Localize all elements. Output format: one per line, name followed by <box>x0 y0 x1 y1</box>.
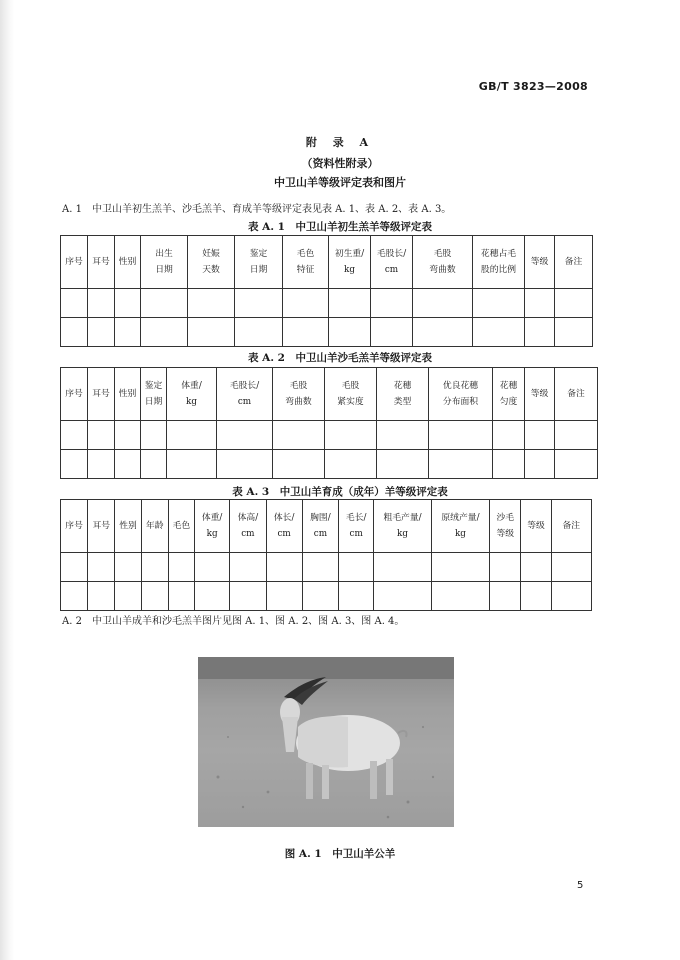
header-cell: 妊娠 天数 <box>188 236 235 289</box>
header-cell: 耳号 <box>88 500 115 553</box>
appendix-title: 附 录 A <box>305 136 375 149</box>
table-a2-caption: 表 A. 2 中卫山羊沙毛羔羊等级评定表 <box>248 352 432 364</box>
header-cell: 初生重/ kg <box>329 236 371 289</box>
header-cell: 毛长/ cm <box>339 500 374 553</box>
standard-code: GB/T 3823—2008 <box>478 80 588 93</box>
header-cell: 备注 <box>555 236 593 289</box>
table-header-row <box>61 368 598 421</box>
header-cell: 耳号 <box>88 368 115 421</box>
paragraph-a2: A. 2 中卫山羊成羊和沙毛羔羊图片见图 A. 1、图 A. 2、图 A. 3、图 A. 4。 <box>62 616 405 627</box>
goat-illustration <box>198 657 454 827</box>
header-cell: 性别 <box>115 500 141 553</box>
header-cell: 毛股长/ cm <box>217 368 273 421</box>
table-row <box>61 289 593 318</box>
header-cell: 等级 <box>525 368 555 421</box>
table-row <box>61 553 592 582</box>
table-row <box>61 450 598 479</box>
header-cell: 毛色 特征 <box>283 236 329 289</box>
header-cell: 耳号 <box>88 236 115 289</box>
paragraph-a1: A. 1 中卫山羊初生羔羊、沙毛羔羊、育成羊等级评定表见表 A. 1、表 A. 2、表 A. 3。 <box>62 204 452 215</box>
header-cell: 毛股 紧实度 <box>325 368 377 421</box>
table-a2 <box>60 367 598 479</box>
header-cell: 沙毛 等级 <box>490 500 521 553</box>
header-cell: 序号 <box>61 500 88 553</box>
table-a1-caption: 表 A. 1 中卫山羊初生羔羊等级评定表 <box>248 221 432 233</box>
table-a1 <box>60 235 593 347</box>
header-cell: 体长/ cm <box>266 500 302 553</box>
header-cell: 优良花穗 分布面积 <box>429 368 493 421</box>
table-header-row <box>61 500 592 553</box>
header-cell: 体重/ kg <box>194 500 229 553</box>
table-row <box>61 318 593 347</box>
appendix-main-title: 中卫山羊等级评定表和图片 <box>274 176 406 189</box>
header-cell: 花穗占毛 股的比例 <box>473 236 525 289</box>
table-a3 <box>60 499 592 611</box>
goat-photo <box>198 657 454 827</box>
header-cell: 等级 <box>521 500 551 553</box>
header-cell: 毛股 弯曲数 <box>273 368 325 421</box>
header-cell: 体重/ kg <box>167 368 217 421</box>
header-cell: 序号 <box>61 236 88 289</box>
table-row <box>61 421 598 450</box>
header-cell: 出生 日期 <box>141 236 188 289</box>
header-cell: 花穗 类型 <box>377 368 429 421</box>
table-a3-caption: 表 A. 3 中卫山羊育成（成年）羊等级评定表 <box>232 486 448 498</box>
header-cell: 原绒产量/ kg <box>431 500 489 553</box>
header-cell: 序号 <box>61 368 88 421</box>
header-cell: 鉴定 日期 <box>235 236 283 289</box>
header-cell: 毛股 弯曲数 <box>413 236 473 289</box>
header-cell: 花穗 匀度 <box>493 368 525 421</box>
header-cell: 性别 <box>115 368 141 421</box>
header-cell: 性别 <box>115 236 141 289</box>
distant-hills <box>198 657 454 679</box>
page-number: 5 <box>577 880 584 891</box>
header-cell: 粗毛产量/ kg <box>374 500 431 553</box>
header-cell: 等级 <box>525 236 555 289</box>
figure-caption: 图 A. 1 中卫山羊公羊 <box>284 848 396 860</box>
header-cell: 备注 <box>551 500 591 553</box>
header-cell: 鉴定 日期 <box>141 368 167 421</box>
header-cell: 体高/ cm <box>230 500 266 553</box>
table-row <box>61 582 592 611</box>
appendix-subtitle: （资料性附录） <box>301 157 379 170</box>
header-cell: 备注 <box>555 368 598 421</box>
header-cell: 毛色 <box>168 500 194 553</box>
table-header-row <box>61 236 593 289</box>
header-cell: 年龄 <box>141 500 168 553</box>
header-cell: 胸围/ cm <box>302 500 338 553</box>
header-cell: 毛股长/ cm <box>371 236 413 289</box>
